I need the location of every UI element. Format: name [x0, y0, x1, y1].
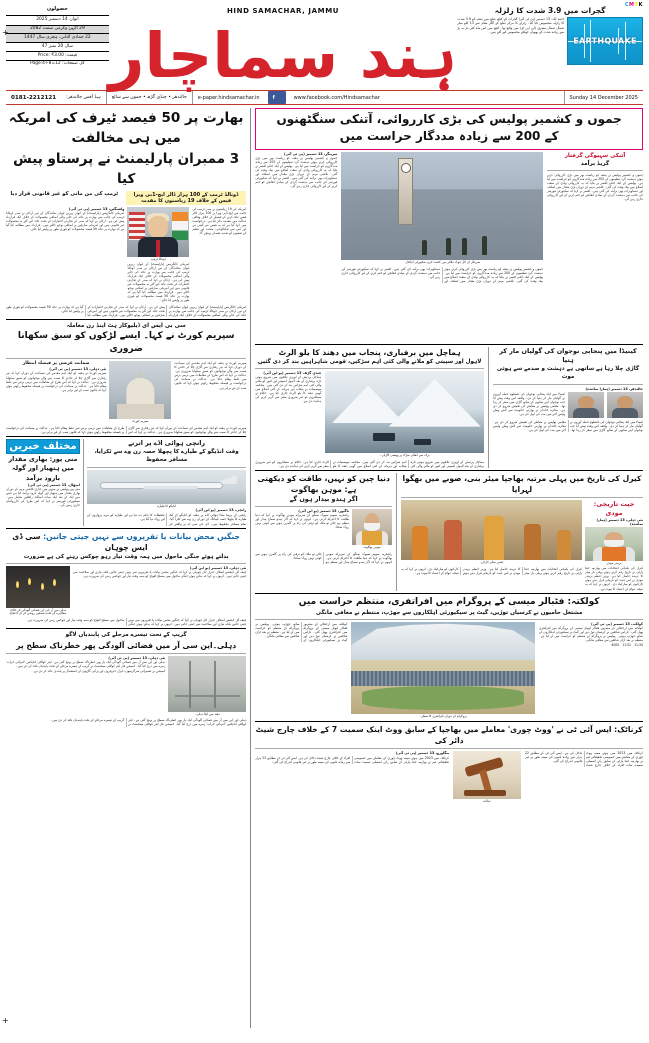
delhi-air-body-a: دہلی اور این سی آر میں فضائی آلودگی ایک بار پھر خطرناک سطح پر پہنچ گئی ہے۔ ایئر کوالٹی انڈیکس 'انتہائی خراب' زمرے میں درج کیا گیا۔ کمیشن فار ایئر کوالٹی مینجمنٹ نے گریپ کے تیسرے مرحلے کے تحت پابندیاں نافذ کر دی ہیں۔	[6, 659, 166, 668]
lead-left-body-columns	[341, 267, 543, 283]
supreme-court-body-b: سپریم کورٹ نے ہفتہ کو ایک اہم مقدمے کی سماعت کے دوران کہا کہ تیز رفتاری سے گاڑی چلا کر حادثے کا سبب بننے والے نوجوانوں کو سبق سکھانا ضروری ہے۔ عدالت نے کہا کہ اس طرح کے معاملات میں نرمی برتنے سے غلط پیغام جاتا ہے۔ عدالت نے ضمانت کی درخواست پر فیصلہ محفوظ رکھتے ہوئے کہا کہ قانون سب کے لیے برابر ہے۔	[6, 371, 107, 392]
bhagwat-dateline: ناگپور، 13 دسمبر (یو این آئی)	[298, 509, 349, 514]
ranchi-photo-caption: انڈیگو کا طیارہ	[157, 503, 177, 508]
issue-info-box	[6, 4, 109, 88]
cmyk-registration-mark: CMYK	[624, 2, 643, 8]
ranchi-headline-1: رانچی ہوائی اڈے پر اترتے	[128, 439, 206, 448]
earthquake-image-label: EARTHQUAKE	[573, 36, 637, 46]
vote-theft-body-b: کرناٹک میں 2023 میں ہوئے مبینہ ووٹ چوری کے معاملے میں خصوصی تحقیقاتی ٹیم نے بھارتیہ جنتا پارٹی کے سابق رکن اسمبلی سمیت سات افراد کے خلاف چارج شیٹ داخل کی ہے۔ ایس آئی ٹی کے مطابق 22 ہزار سے زیادہ ناموں کی مبینہ طور پر غیر قانونی اندراج کی گئی۔	[255, 755, 449, 764]
lead-left-headline-1: جموں و کشمیر پولیس کی بڑی کارروائی، آتنکی سنگٹھنوں	[276, 112, 622, 126]
earthquake-image	[567, 17, 643, 65]
snowfall-photo-caption: برف سے ڈھکی سڑک پر پھنسی گاڑیاں۔	[379, 452, 430, 457]
lead-right-headline-1: بھارت پر 50 فیصد ٹیرف کی امریکہ میں ہی مخالفت	[8, 110, 244, 147]
vote-theft-body-a: کرناٹک میں 2023 میں ہوئے مبینہ ووٹ چوری کے معاملے میں خصوصی تحقیقاتی ٹیم نے بھارتیہ جنتا پارٹی کے سابق رکن اسمبلی سمیت سات افراد کے خلاف چارج شیٹ داخل کی ہے۔ ایس آئی ٹی کے مطابق 22 ہزار سے زیادہ ناموں کی مبینہ طور پر غیر قانونی اندراج کی گئی۔	[525, 750, 643, 767]
kerala-dateline: نئی دہلی، 13 دسمبر (ہمارا نمائندہ)	[596, 518, 643, 527]
chouhan-body-a: چیف آف ڈیفنس اسٹاف جنرل انل چوہان نے کہا کہ جنگیں محض بیانات یا تقریروں سے نہیں جیتی جاتیں بلکہ تیاری اور صلاحیت سے جیتی جاتی ہیں۔ انہوں نے کہا کہ بدلتے ہوئے جنگی ماحول میں مسلح افواج کو ہمہ وقت تیار اور چوکس رہنے کی ضرورت ہے۔	[73, 569, 247, 578]
registration-plus-bottom: +	[2, 1016, 9, 1025]
lead-left-subheadline-2: گریڈ برآمد	[580, 160, 610, 167]
lead-left-aux-column	[255, 152, 337, 342]
lead-right-body-visa: امریکہ کی 19 ریاستوں نے صدر ٹرمپ کی جانب سے ایچ-1بی ویزا پر 100 ہزار ڈالر فیس عائد کرنے کے فیصلے کے خلاف وفاقی عدالت میں مقدمہ دائر کیا ہے۔ درخواست میں کہا گیا ہے کہ یہ فیس غیر آئینی ہے اور اس سے ٹیکنالوجی، صحت اور تعلیم کے شعبوں کو شدید نقصان پہنچے گا۔	[192, 207, 247, 236]
supreme-court-photo	[109, 361, 171, 419]
delhi-air-article[interactable]	[6, 631, 246, 726]
kolkata-times	[539, 643, 643, 647]
issue-date-urdu: اتوار، 14 دسمبر 2025	[6, 17, 109, 26]
delhi-air-dateline: نئی دہلی، 13 دسمبر (پی ٹی آئی)	[108, 655, 166, 660]
lead-right-body-c: امریکی کانگریس (پارلیمنٹ) کے ایوان زیریں ایوان نمائندگان کے تین ارکان نے صدر ڈونالڈ ٹرمپ کی جانب سے بھارت پر عائد کی جانے والی اضافی محصولات کے خلاف ایک قرارداد پیش کی ہے۔ ارکان نے کہا کہ صدر کے تجارتی اختیارات کے تحت عائد کیے گئے یہ محصولات غیر قانونی ہیں اور امریکی صارفین پر اضافی بوجھ ڈالتے ہیں۔ قرارداد میں مطالبہ کیا گیا ہے کہ بھارت پر عائد 50 فیصد محصولات کو فوری طور پر واپس لیا جائے۔	[6, 304, 247, 317]
modi-photo-caption: نریندر مودی	[606, 561, 622, 566]
supreme-court-sub: ضمانت عرضی پر فیصلہ انتظار	[22, 361, 90, 367]
vote-theft-headline: کرناٹک: ایس آئی ٹی نے 'ووٹ چوری' معاملے میں بھاجپا کے سابق ووٹ اینک سمیت 7 کے خلاف چارج شیٹ دائر کی	[255, 724, 643, 745]
issue-pages: کل صفحات: Page:4+8=12	[30, 60, 85, 66]
lead-right-dateline: واشنگٹن، 13 دسمبر (پی ٹی آئی)	[68, 207, 125, 211]
issue-vikrami-date: 29 اگہن وکرمی سمت 2082	[6, 26, 109, 35]
lead-left-headline-box[interactable]	[255, 108, 643, 150]
ranchi-body: رانچی کے برسا منڈا ہوائی اڈے پر ہفتہ کو انڈیگو کے ایک طیارے کا پچھلا حصہ لینڈنگ کے دوران رن وے سے ٹکرا گیا۔ تمام مسافر محفوظ ہیں۔ ڈی جی سی اے نے واقعے کی تحقیقات کا حکم دے دیا ہے اور طیارے کو مزید پروازوں کے لیے روک دیا گیا ہے۔	[87, 513, 247, 526]
kolkata-dateline: کولکتہ، 13 دسمبر (پی ٹی آئی)	[591, 621, 643, 626]
kerala-body-b: کیرل کی بلدیاتی انتخابات میں بھارتیہ جنتا پارٹی نے تاریخ رقم کرتے ہوئے پہلی بار میئر کا عہدہ حاصل کیا ہے۔ وزیر اعظم نریندر مودی نے اس جیت کو تاریخی قرار دیتے ہوئے کارکنوں کو مبارکباد دی۔ انہوں نے کہا کہ یہ نتیجہ عوام کے اعتماد کا ثبوت ہے۔	[401, 566, 582, 575]
grap-headline: گریپ کے تحت تیسرے مرحلے کی پابندیاں لاگو	[65, 632, 187, 639]
canada-dateline: جالندھر، 13 دسمبر (ہمارا نمائندہ)	[585, 386, 643, 391]
supreme-court-body-c: سپریم کورٹ نے ہفتہ کو ایک اہم مقدمے کی سماعت کے دوران کہا کہ تیز رفتاری سے گاڑی چلا کر حادثے کا سبب بننے والے نوجوانوں کو سبق سکھانا ضروری ہے۔ عدالت نے کہا کہ اس طرح کے معاملات میں نرمی برتنے سے غلط پیغام جاتا ہے۔ عدالت نے ضمانت کی درخواست پر فیصلہ محفوظ رکھتے ہوئے کہا کہ قانون سب کے لیے برابر ہے۔	[6, 425, 247, 434]
kolkata-time-1: 11:30	[634, 643, 643, 648]
lead-left-article	[255, 152, 643, 342]
misc-news-dateline: امپھال، 13 دسمبر (پی ٹی آئی)	[27, 482, 80, 487]
registration-plus-left: +	[2, 28, 9, 37]
lead-left-sub-column	[547, 152, 643, 342]
gavel-photo	[453, 751, 521, 799]
himachal-headline-2: لاہول اور سپیتی کو ملانے والی کئی اہم سڑکیں، قومی شاہراہیں بند کر دی گئیں	[257, 358, 482, 365]
canada-body-a: کینیڈا میں ایک پنجابی نوجوان کی نامعلوم حملہ آوروں نے گولیاں مار کر ہتیا کر دی۔ واقعہ اس وقت پیش آیا جب نوجوان اپنے ساتھی کے ساتھ گاڑی میں سفر کر رہا تھا۔ مقامی پولیس نے معاملے کی تفتیش شروع کر دی ہے۔ متاثرہ خاندان نے بھارتی حکومت سے لاش وطن واپس لانے میں مدد کی اپیل کی ہے۔	[493, 391, 565, 416]
snowfall-photo	[325, 371, 484, 453]
right-column	[6, 108, 251, 1028]
delhi-fog-photo	[168, 656, 246, 712]
bhagwat-photo-caption: موہن بھاگوت	[363, 545, 381, 550]
lead-left-subheadline: آتنکی سہیوگی گرفتار	[564, 152, 626, 159]
chouhan-headline-main: سی ڈی ایس چوہان	[12, 531, 148, 552]
lead-left-photo-column	[341, 152, 543, 342]
delhi-fog-photo-caption: دھند میں لپٹا دہلی۔	[194, 711, 220, 716]
chouhan-dateline: نئی دہلی، 13 دسمبر (یو این آئی)	[189, 565, 247, 570]
left-column	[255, 108, 643, 1028]
chouhan-kicker: جنگیں محض بیانات یا تقریروں سے نہیں جیتی جاتیں:	[43, 531, 241, 541]
kerala-bhagwat-row	[255, 473, 643, 591]
masthead-title-area	[108, 4, 458, 92]
canada-body-b: کینیڈا میں ایک پنجابی نوجوان کی نامعلوم حملہ آوروں نے گولیاں مار کر ہتیا کر دی۔ واقعہ اس وقت پیش آیا جب نوجوان اپنے ساتھی کے ساتھ گاڑی میں سفر کر رہا تھا۔ مقامی پولیس نے معاملے کی تفتیش شروع کر دی ہے۔ متاثرہ خاندان نے بھارتی حکومت سے لاش وطن واپس لانے میں مدد کی اپیل کی ہے۔	[493, 419, 643, 432]
bhagwat-body-b: راشٹریہ سویم سیوک سنگھ کے سربراہ موہن بھاگوت نے کہا کہ دنیا طاقت کا احترام کرتی ہے۔ انہوں نے کہا کہ اگر ہندو سماج بیدار اور منظم ہو جائے تو ملک کو ترقی کی راہ پر گامزن ہونے سے کوئی نہیں روک سکتا۔	[255, 551, 392, 565]
kolkata-body-a: کولکتہ میں ارجنٹائن کے مشہور فٹبالر لیونل میسی کے پروگرام میں افراتفری پھیل گئی۔ ناراض شائقین نے کرسیاں توڑ دیں اور گیٹ پر سیکیورٹی اہلکاروں کے ساتھ جھڑپ ہوئی۔ پولیس نے پروگرام کے منتظم کو حراست میں لے لیا ہے۔ منتظم نے بعد ازاں شائقین سے معافی مانگی۔	[539, 625, 643, 643]
ranchi-article[interactable]	[87, 439, 246, 526]
lead-right-kicker-right: ٹرمپ کی من مانی کو غیر قانونی قرار دیا	[10, 191, 119, 197]
vote-theft-dateline: بنگلورو، 13 دسمبر (پی ٹی آئی)	[395, 750, 449, 755]
ranchi-misc-row	[6, 439, 246, 526]
chouhan-body-b: چیف آف ڈیفنس اسٹاف جنرل انل چوہان نے کہا کہ جنگیں محض بیانات یا تقریروں سے نہیں جیتی جاتیں بلکہ تیاری اور صلاحیت سے جیتی جاتی ہیں۔ انہوں نے کہا کہ بدلتے ہوئے جنگی ماحول میں مسلح افواج کو ہمہ وقت تیار اور چوکس رہنے کی ضرورت ہے۔	[26, 618, 247, 627]
grap-body: کمیشن نے تعمیراتی سرگرمیوں، ڈیزل جنریٹروں اور پرانی گاڑیوں کے استعمال پر پابندی عائد کر دی ہے۔	[32, 668, 166, 673]
supreme-court-headline: سپریم کورٹ نے کہا۔ ایسے لڑکوں کو سبق سکھانا ضروری	[17, 330, 235, 355]
issue-hijri-date: 22 جمادی الثانی، ہجری سال 1447	[6, 34, 109, 43]
masthead	[6, 4, 643, 92]
kerala-headline: کیرل کی تاریخ میں پہلی مرتبہ بھاجپا میئر بنی، صوبے میں بھگوا لہرایا	[402, 473, 642, 494]
chouhan-headline	[6, 531, 246, 553]
facebook-icon[interactable]: f	[268, 91, 286, 104]
kolkata-subheadline: مشتعل حامیوں نے کرسیاں توڑیں، گیٹ پر سیکیورٹی اہلکاروں سے جھڑپ، منتظم نے معافی مانگی	[315, 609, 583, 616]
canada-victim-photo-2	[568, 392, 604, 418]
bhagwat-article[interactable]	[255, 473, 397, 591]
kerala-celebration-photo	[401, 500, 582, 560]
supreme-court-photo-caption: سپریم کورٹ	[132, 419, 149, 424]
bhagwat-headline-2: اگر ہندو بیدار ہوں گے	[289, 494, 358, 503]
modi-side-headline: جیت تاریخی: مودی	[593, 499, 635, 518]
candle-protest-photo	[6, 566, 70, 608]
indigo-plane-photo	[87, 470, 246, 504]
lead-left-body-b: جموں و کشمیر پولیس نے ہفتہ کو ریاست بھر میں بڑی کارروائی کرتے ہوئے دہشت گرد تنظیموں کے 200 سے زیادہ مددگاروں کو حراست میں لیا ہے۔ پولیس کے ایک اعلیٰ افسر نے بتایا کہ یہ کارروائی وادی کے متعدد اضلاع میں بیک وقت کی گئی۔ تلاشی مہم کے دوران بڑی مقدار میں اسلحہ اور دستاویزات بھی برآمد کی گئی ہیں۔ افسر نے کہا کہ سکیورٹی فورسز کی جانب سے دہشت گردی کے بنیادی ڈھانچے کو ختم کرنے کے لیے کارروائی جاری رہے گی۔	[341, 266, 543, 283]
strip-date: Sunday 14 December 2025	[564, 91, 644, 104]
lead-right-article[interactable]	[6, 108, 246, 317]
misc-news-section[interactable]	[6, 439, 84, 526]
srinagar-patrol-photo	[341, 152, 543, 260]
lead-left-dateline: سرینگر، 13 دسمبر (پی ٹی آئی)	[284, 151, 338, 156]
issue-volume: سال 20 نمبر 47	[6, 43, 109, 52]
kerala-photo-caption: جشن مناتے کارکن۔	[479, 559, 504, 564]
gavel-photo-caption: عدالت	[482, 798, 492, 803]
lead-left-headline-2: کے 200 سے زیادہ مددگار حراست میں	[339, 129, 559, 144]
kolkata-body-b: کولکتہ میں ارجنٹائن کے مشہور فٹبالر لیونل میسی کے پروگرام میں افراتفری پھیل گئی۔ ناراض شائقین نے کرسیاں توڑ دیں اور گیٹ پر سیکیورٹی اہلکاروں کے ساتھ جھڑپ ہوئی۔ پولیس نے پروگرام کے منتظم کو حراست میں لے لیا ہے۔ منتظم نے بعد ازاں شائقین سے معافی مانگی۔	[255, 621, 348, 643]
ranchi-headline-2: وقت انڈیگو کے طیارے کا پچھلا حصہ رن وے سے ٹکرایا، مسافر محفوظ	[94, 449, 239, 464]
delhi-air-body-b: دہلی اور این سی آر میں فضائی آلودگی ایک بار پھر خطرناک سطح پر پہنچ گئی ہے۔ ایئر کوالٹی انڈیکس 'انتہائی خراب' زمرے میں درج کیا گیا۔ کمیشن فار ایئر کوالٹی مینجمنٹ نے گریپ کے تیسرے مرحلے کے تحت پابندیاں نافذ کر دی ہیں۔	[50, 718, 247, 727]
srinagar-photo-caption: سرینگر کے لال چوک علاقے میں گشت کرتے سکیورٹی اہلکار۔	[404, 259, 481, 264]
kolkata-article[interactable]	[255, 596, 643, 719]
facebook-link[interactable]: www.facebook.com/Hindsamachar	[293, 94, 380, 101]
earthquake-headline: گجرات میں 3.9 شدت کا زلزلہ	[494, 6, 606, 15]
issue-price: قیمت: Price: ₹3.00	[6, 52, 109, 61]
canada-headline-1: کینیڈا میں پنجابی نوجوان کی گولیاں مار کر ہتیا	[499, 346, 637, 365]
kolkata-headline: کولکتہ: فٹبالر میسی کے پروگرام میں افراتفری، منتظم حراست میں	[298, 596, 600, 607]
kerala-body-a: کیرل کی بلدیاتی انتخابات میں بھارتیہ جنتا پارٹی نے تاریخ رقم کرتے ہوئے پہلی بار میئر کا عہدہ حاصل کیا ہے۔ وزیر اعظم نریندر مودی نے اس جیت کو تاریخی قرار دیتے ہوئے کارکنوں کو مبارکباد دی۔ انہوں نے کہا کہ یہ نتیجہ عوام کے اعتماد کا ثبوت ہے۔	[585, 566, 643, 591]
supreme-court-kicker: سی بی ایس ای ڈیلیوکار ہٹ اینڈ رن معاملہ	[66, 322, 186, 329]
lead-left-body-a: جموں و کشمیر پولیس نے ہفتہ کو ریاست بھر میں بڑی کارروائی کرتے ہوئے دہشت گرد تنظیموں کے 200 سے زیادہ مددگاروں کو حراست میں لیا ہے۔ پولیس کے ایک اعلیٰ افسر نے بتایا کہ یہ کارروائی وادی کے متعدد اضلاع میں بیک وقت کی گئی۔ تلاشی مہم کے دوران بڑی مقدار میں اسلحہ اور دستاویزات بھی برآمد کی گئی ہیں۔ افسر نے کہا کہ سکیورٹی فورسز کی جانب سے دہشت گردی کے بنیادی ڈھانچے کو ختم کرنے کے لیے کارروائی جاری رہے گی۔	[547, 173, 643, 202]
misc-news-section-title: مختلف خبریں	[6, 439, 80, 454]
earthquake-promo	[457, 4, 643, 88]
himachal-dateline: چندی گڑھ، 13 دسمبر (یو این آئی)	[263, 370, 322, 375]
delhi-air-headline: دہلی۔این سی آر میں فضائی آلودگی پھر خطرناک سطح پر	[16, 640, 237, 650]
lead-right-body-b: امریکی کانگریس (پارلیمنٹ) کے ایوان زیریں ایوان نمائندگان کے تین ارکان نے صدر ڈونالڈ ٹرمپ کی جانب سے بھارت پر عائد کی جانے والی اضافی محصولات کے خلاف ایک قرارداد پیش کی ہے۔ ارکان نے کہا کہ صدر کے تجارتی اختیارات کے تحت عائد کیے گئے یہ محصولات غیر قانونی ہیں اور امریکی صارفین پر اضافی بوجھ ڈالتے ہیں۔ قرارداد میں مطالبہ کیا گیا ہے کہ بھارت پر عائد 50 فیصد محصولات کو فوری طور پر واپس لیا جائے۔	[6, 211, 125, 232]
masthead-logo-text: ہند سماچار	[108, 19, 458, 92]
lead-right-headline-2: 3 ممبران پارلیمنٹ نے پرستاو پیش کیا	[13, 150, 240, 187]
trump-photo-caption: ڈونالڈ ٹرمپ	[150, 257, 166, 261]
bhagwat-photo	[352, 509, 392, 545]
head-office-label: ہیڈ آفس جالندھر:	[66, 95, 101, 100]
lead-left-body-c: جموں و کشمیر پولیس نے ہفتہ کو ریاست بھر میں بڑی کارروائی کرتے ہوئے دہشت گرد تنظیموں کے 200 سے زیادہ مددگاروں کو حراست میں لیا ہے۔ پولیس کے ایک اعلیٰ افسر نے بتایا کہ یہ کارروائی وادی کے متعدد اضلاع میں بیک وقت کی گئی۔ تلاشی مہم کے دوران بڑی مقدار میں اسلحہ اور دستاویزات بھی برآمد کی گئی ہیں۔ افسر نے کہا کہ سکیورٹی فورسز کی جانب سے دہشت گردی کے بنیادی ڈھانچے کو ختم کرنے کے لیے کارروائی جاری رہے گی۔	[255, 155, 338, 189]
lead-right-kicker-left: ڈونالڈ ٹرمپ کے 100 ہزار ڈالر ایچ-1بی ویزا فیس کے خلاف 19 ریاستوں کا مقدمہ	[126, 191, 247, 205]
lead-right-body-a: امریکی کانگریس (پارلیمنٹ) کے ایوان زیریں ایوان نمائندگان کے تین ارکان نے صدر ڈونالڈ ٹرمپ کی جانب سے بھارت پر عائد کی جانے والی اضافی محصولات کے خلاف ایک قرارداد پیش کی ہے۔ ارکان نے کہا کہ صدر کے تجارتی اختیارات کے تحت عائد کیے گئے یہ محصولات غیر قانونی ہیں اور امریکی صارفین پر اضافی بوجھ ڈالتے ہیں۔ قرارداد میں مطالبہ کیا گیا ہے کہ بھارت پر عائد 50 فیصد محصولات کو فوری طور پر واپس لیا جائے۔	[127, 261, 190, 303]
canada-headline-2: گاڑی چلا رہا ہے ساتھی ہے دہشت و صدمے سے ہوئی موت	[496, 366, 640, 381]
modi-photo	[585, 527, 643, 561]
kolkata-count: 4000	[611, 643, 620, 648]
misc-news-body: منی پور پولیس نے صوبے میں جاری تلاشی مہم کے دوران بھاری مقدار میں ہتھیار اور گولہ بارود برآمد کیا ہے جس میں ایک کے بعد ایک سات اسالٹ رائفلیں شامل ہیں۔ سیکیورٹی فورسز نے کہا کہ اس طرح کی کارروائیاں جاری رہیں گی۔	[6, 486, 80, 508]
earthquake-body: احمد آباد، 13 دسمبر (پی ٹی آئی) گجرات کے کچھ ضلع میں ہفتہ کو 3.9 شدت کا زلزلہ محسوس کیا گیا۔ زلزلے کا مرکز ضلع کے گگر مقام سے 13 کلو میٹر شمال شمال مشرق (این این ای) میں واقع تھا۔ کچھ میں اس ماہ کئی بار یہ پڑ سے زیادہ شدت کے بھوپاں جھٹکے محسوس کیے گئے ہیں۔	[457, 17, 564, 35]
chouhan-article[interactable]	[6, 531, 246, 627]
vote-theft-article[interactable]	[255, 724, 643, 804]
editions-label: جالندھر • چنڈی گڑھ • جموں سے شائع	[106, 91, 192, 104]
kolkata-photo-caption: پروگرام کے دوران افراتفری کا منظر۔	[419, 713, 467, 718]
misc-news-headline: منی پور: بھاری مقدار میں ہتھیار اور گولہ بارود برآمد	[8, 455, 78, 482]
supreme-court-body-a: سپریم کورٹ نے ہفتہ کو ایک اہم مقدمے کی سماعت کے دوران کہا کہ تیز رفتاری سے گاڑی چلا کر حادثے کا سبب بننے والے نوجوانوں کو سبق سکھانا ضروری ہے۔ عدالت نے کہا کہ اس طرح کے معاملات میں نرمی برتنے سے غلط پیغام جاتا ہے۔ عدالت نے ضمانت کی درخواست پر فیصلہ محفوظ رکھتے ہوئے کہا کہ قانون سب کے لیے برابر ہے۔	[174, 361, 247, 390]
bhagwat-headline-1: دنیا چین کو نہیں، طاقت کو دیکھتی ہے: موہن بھاگوت	[257, 473, 390, 494]
canada-article[interactable]	[493, 347, 643, 468]
candle-photo-caption: دہلی میں آر جی این فضائی آلودگی کے خلاف مظاہرے کے تحت شمعیں روشن کر کے احتجاج	[9, 607, 67, 616]
chouhan-sub: بدلتے ہوئے جنگی ماحول میں ہمہ وقت تیار رہو چوکس رہنے کی ہے ضرورت	[23, 553, 229, 560]
trump-photo	[127, 207, 189, 257]
himachal-body-a: ہماچل پردیش کے اوپری علاقوں میں شروع ہوئی تازہ برفباری کے بعد لاہول اسپیتی اور کنور کو ملانے والی کئی اہم سڑکیں بند کر دی گئی ہیں۔ محکمہ موسمیات نے پنجاب اور ہریانہ کے کئی اضلاع میں گھنی دھند کا یلو الرٹ جاری کیا ہے۔ حکام نے مسافروں کو غیر ضروری سفر سے گریز کرنے کی ہدایت دی ہے۔	[255, 374, 322, 404]
himachal-article[interactable]	[255, 347, 489, 468]
epaper-link[interactable]: e-paper.hindsamachar.in	[192, 91, 265, 104]
main-content	[6, 108, 643, 1028]
weather-canada-row	[255, 347, 643, 468]
publication-name-en: HIND SAMACHAR, JAMMU	[226, 7, 340, 15]
phone-number[interactable]: 0181-2212121	[11, 94, 57, 101]
bhagwat-body-a: راشٹریہ سویم سیوک سنگھ کے سربراہ موہن بھاگوت نے کہا کہ دنیا طاقت کا احترام کرتی ہے۔ انہوں نے کہا کہ اگر ہندو سماج بیدار اور منظم ہو جائے تو ملک کو ترقی کی راہ پر گامزن ہونے سے کوئی نہیں روک سکتا۔	[255, 513, 349, 530]
kolkata-stadium-photo	[351, 622, 535, 714]
canada-victim-photo-1	[607, 392, 643, 418]
supreme-court-dateline: نئی دہلی، 13 دسمبر (پی ٹی آئی)	[49, 367, 107, 372]
kerala-article[interactable]	[401, 473, 643, 591]
himachal-headline-1: ہماچل میں برفباری، پنجاب میں دھند کا یلو الرٹ	[278, 347, 461, 357]
himachal-body-b: ہماچل پردیش کے اوپری علاقوں میں شروع ہوئی تازہ برفباری کے بعد لاہول اسپیتی اور کنور کو ملانے والی کئی اہم سڑکیں بند کر دی گئی ہیں۔ محکمہ موسمیات نے پنجاب اور ہریانہ کے کئی اضلاع میں گھنی دھند کا یلو الرٹ جاری کیا ہے۔ حکام نے مسافروں کو غیر ضروری سفر سے گریز کرنے کی ہدایت دی ہے۔	[255, 459, 484, 468]
supreme-court-article[interactable]	[6, 322, 246, 434]
issue-info-title: حصولوں	[6, 6, 109, 16]
ranchi-dateline: رانچی، 13 دسمبر (یو این آئی)	[195, 508, 247, 513]
kolkata-time-2: 11:52	[622, 643, 632, 648]
